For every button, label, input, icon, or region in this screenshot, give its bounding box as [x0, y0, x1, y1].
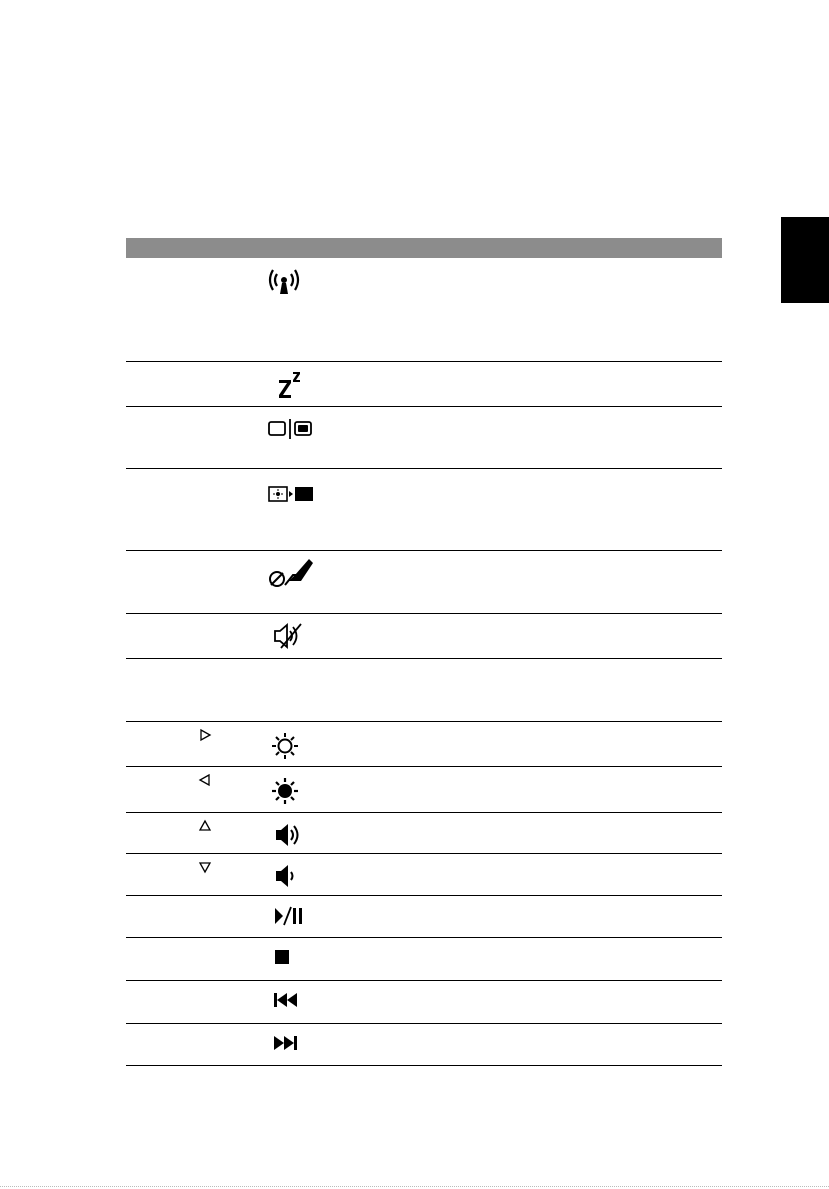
speaker-mute-icon	[267, 622, 313, 658]
previous-track-icon	[267, 989, 313, 1025]
arrow-left-icon	[198, 773, 212, 787]
table-row	[126, 614, 722, 659]
volume-down-icon	[267, 862, 313, 898]
table-row	[126, 659, 722, 722]
table-row	[126, 407, 722, 469]
arrow-right-icon	[198, 728, 212, 742]
table-header	[126, 238, 722, 258]
table-row	[126, 258, 722, 362]
sleep-zz-icon	[267, 368, 313, 404]
display-toggle-icon	[267, 417, 313, 453]
brightness-down-icon	[267, 777, 313, 813]
wireless-icon	[267, 266, 313, 302]
play-pause-icon	[267, 904, 313, 940]
table-row	[126, 854, 722, 896]
table-row	[126, 551, 722, 614]
touchpad-toggle-icon	[267, 557, 313, 593]
arrow-down-icon	[198, 860, 212, 874]
table-row	[126, 981, 722, 1024]
next-track-icon	[267, 1032, 313, 1068]
brightness-up-icon	[267, 732, 313, 768]
table-row	[126, 896, 722, 938]
table-row	[126, 469, 722, 551]
section-tab-marker	[781, 217, 829, 303]
table-row	[126, 362, 722, 407]
page-bottom-border	[0, 1186, 829, 1187]
table-row	[126, 722, 722, 767]
table-row	[126, 1024, 722, 1066]
stop-icon	[267, 946, 313, 982]
volume-up-icon	[267, 821, 313, 857]
hotkey-table	[126, 238, 722, 1066]
arrow-up-icon	[198, 819, 212, 833]
screen-blank-icon	[267, 483, 313, 519]
table-row	[126, 767, 722, 813]
table-row	[126, 813, 722, 854]
table-row	[126, 938, 722, 981]
